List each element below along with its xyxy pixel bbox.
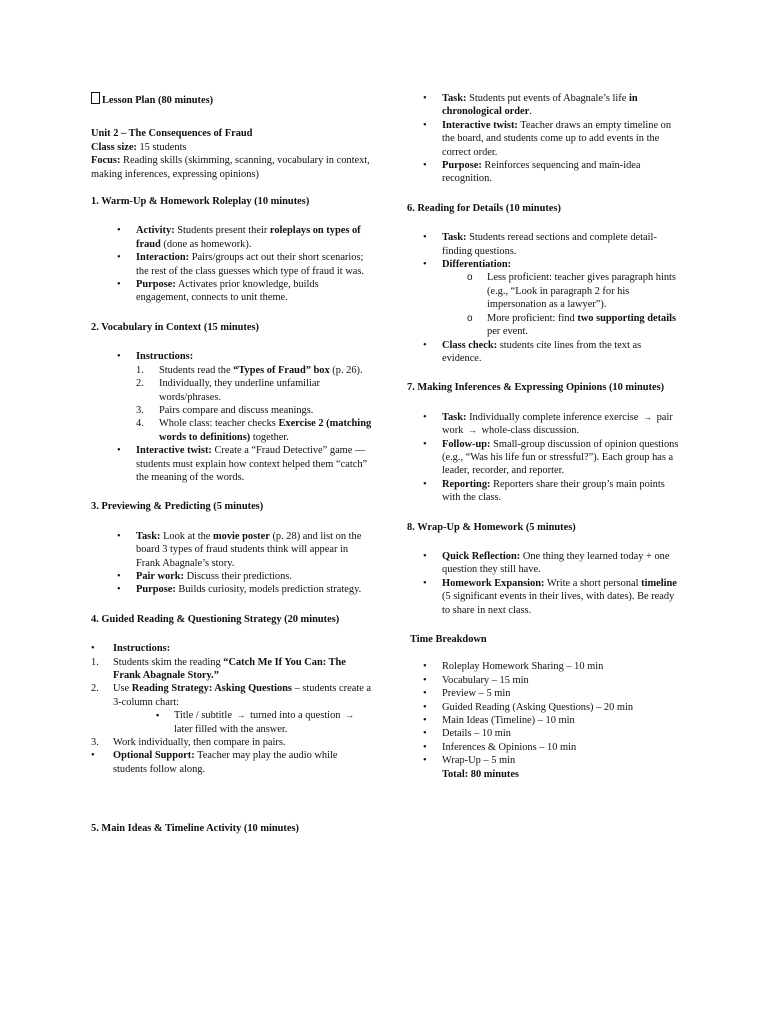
section-6-heading: 6. Reading for Details (10 minutes) [407,202,561,214]
list-item: • Task: Look at the movie poster (p. 28) and list on the board 3 types of fraud students think will appear in Frank Abagnale’s story. [91,530,373,570]
section-1-list [91,224,373,304]
list-item: 1. Students read the “Types of Fraud” box (p. 26). [136,364,363,376]
list-item: • Task: Students put events of Abagnale’s life in chronological order. [397,92,679,119]
section-7-heading: 7. Making Inferences & Expressing Opinions (10 minutes) [407,382,665,394]
list-item: 1. Students skim the reading “Catch Me If You Can: The Frank Abagnale Story.” [91,656,346,681]
list-item: • Instructions: [91,350,373,363]
section-2-heading: 2. Vocabulary in Context (15 minutes) [91,321,259,333]
section-3-list [91,530,373,597]
list-item: • Details – 10 min [397,727,679,740]
time-breakdown-list [397,660,679,767]
list-item: • Purpose: Activates prior knowledge, builds engagement, connects to unit theme. [91,278,373,305]
list-item: • Preview – 5 min [397,687,679,700]
list-item: • Task: Students reread sections and complete detail-finding questions. [397,231,679,258]
section-5-list [397,92,679,186]
list-item: • Quick Reflection: One thing they learned today + one question they still have. [397,550,679,577]
lesson-title: Lesson Plan (80 minutes) [91,92,373,107]
checkbox-glyph-icon [91,92,100,104]
section-4-list [91,642,373,655]
left-column [91,92,373,836]
list-item: • Task: Individually complete inference exercise → pair work → whole-class discussion. [397,411,679,438]
total-time: Total: 80 minutes [442,768,519,780]
list-item: • Differentiation: [397,258,679,271]
unit-title: Unit 2 – The Consequences of Fraud [91,128,253,140]
class-size: Class size: 15 students [91,141,187,153]
section-4-heading: 4. Guided Reading & Questioning Strategy (20 minutes) [91,613,340,625]
list-item: • Main Ideas (Timeline) – 10 min [397,714,679,727]
list-item: • Interactive twist: Teacher draws an empty timeline on the board, and students come up to add events in the correct order. [397,119,679,159]
list-item: ▪ Title / subtitle → turned into a question → later filled with the answer. [154,709,373,736]
list-item: o More proficient: find two supporting details per event. [465,312,679,339]
list-item: 3. Pairs compare and discuss meanings. [136,404,314,416]
list-item: • Interaction: Pairs/groups act out their short scenarios; the rest of the class guesses which type of fraud it was. [91,251,373,278]
focus: Focus: Reading skills (skimming, scanning, vocabulary in context, making inferences, expressing opinions) [91,155,370,180]
arrow-right-icon: → [643,411,653,422]
section-7-list [397,411,679,505]
section-2-steps [91,364,373,444]
list-item: 4. Whole class: teacher checks Exercise 2 (matching words to definitions) together. [136,418,372,443]
list-item: 3. Work individually, then compare in pairs. [91,737,286,749]
list-item: • Purpose: Builds curiosity, models prediction strategy. [91,583,373,596]
list-item: • Inferences & Opinions – 10 min [397,741,679,754]
list-item: • Instructions: [91,642,373,655]
list-item: • Vocabulary – 15 min [397,674,679,687]
list-item: • Roleplay Homework Sharing – 10 min [397,660,679,673]
list-item: • Pair work: Discuss their predictions. [91,570,373,583]
arrow-right-icon: → [345,710,355,721]
section-6-list [397,231,679,271]
list-item: • Reporting: Reporters share their group’s main points with the class. [397,478,679,505]
section-8-list [397,550,679,617]
list-item: • Interactive twist: Create a “Fraud Detective” game — students must explain how context helped them “catch” the meaning of the words. [91,444,373,484]
list-item: 2. Use Reading Strategy: Asking Questions – students create a 3-column chart: [91,683,372,708]
section-5-heading: 5. Main Ideas & Timeline Activity (10 minutes) [91,823,299,835]
list-item: • Wrap-Up – 5 min [397,754,679,767]
list-item: 2. Individually, they underline unfamiliar words/phrases. [136,378,320,403]
section-3-heading: 3. Previewing & Predicting (5 minutes) [91,501,264,513]
right-column [407,92,679,781]
list-item: • Purpose: Reinforces sequencing and main-idea recognition. [397,159,679,186]
list-item: • Guided Reading (Asking Questions) – 20 min [397,701,679,714]
list-item: • Optional Support: Teacher may play the audio while students follow along. [91,749,373,776]
section-8-heading: 8. Wrap-Up & Homework (5 minutes) [407,521,576,533]
list-item: • Activity: Students present their roleplays on types of fraud (done as homework). [91,224,373,251]
time-breakdown-heading: Time Breakdown [410,634,487,645]
list-item: • Follow-up: Small-group discussion of opinion questions (e.g., “Was his life fun or stressful?”). Each group has a leader, recorder, and reporter. [397,438,679,478]
section-1-heading: 1. Warm-Up & Homework Roleplay (10 minutes) [91,196,310,208]
arrow-right-icon: → [236,710,246,721]
arrow-right-icon: → [467,425,477,436]
section-2-list [91,350,373,363]
list-item: • Class check: students cite lines from the text as evidence. [397,339,679,366]
list-item: o Less proficient: teacher gives paragraph hints (e.g., “Look in paragraph 2 for his impersonation as a lawyer”). [465,271,679,311]
list-item: • Homework Expansion: Write a short personal timeline (5 significant events in their lives, with dates). Be ready to share in next class. [397,577,679,617]
